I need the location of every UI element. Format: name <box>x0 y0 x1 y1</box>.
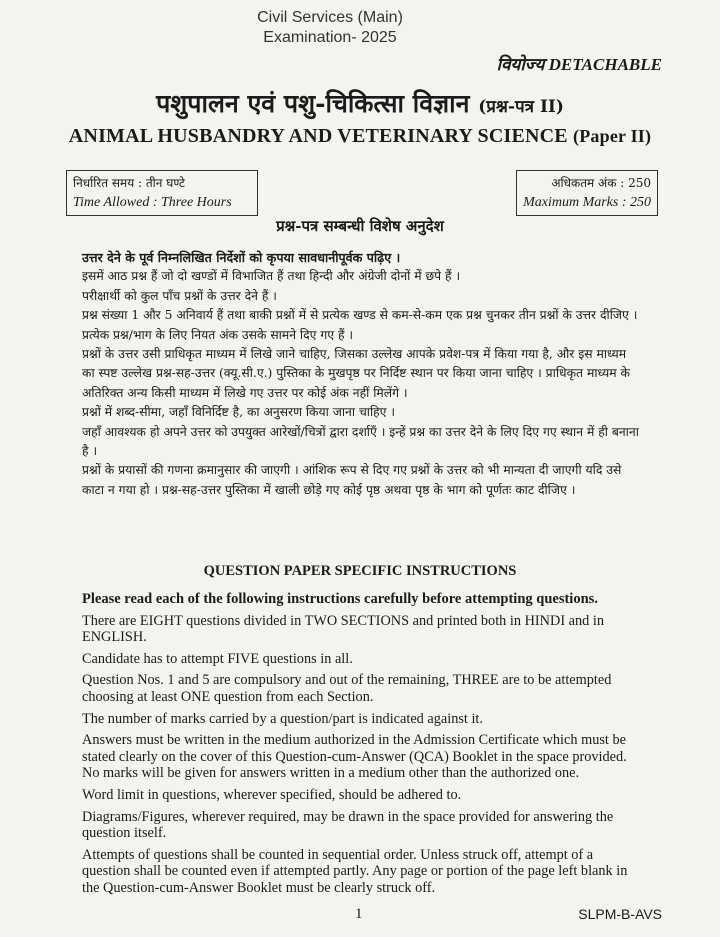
paper-title-hindi <box>0 86 720 120</box>
title-english-text: ANIMAL HUSBANDRY AND VETERINARY SCIENCE <box>68 125 568 147</box>
paper-code: SLPM-B-AVS <box>578 906 662 922</box>
maximum-marks-box <box>516 170 658 216</box>
maximum-marks-hindi: अधिकतम अंक : 250 <box>551 176 651 190</box>
title-hindi-text: पशुपालन एवं पशु-चिकित्सा विज्ञान <box>156 89 470 118</box>
instruction-english-item: Candidate has to attempt FIVE questions in all. <box>82 650 353 667</box>
page-number: 1 <box>355 906 363 922</box>
instruction-english-item: Attempts of questions shall be counted in sequential order. Unless struck off, attempt of a question shall be counted even if attempted partly. Any page or portion of the page left blank in the Question-cum-Answer Booklet must be clearly struck off. <box>82 846 628 896</box>
instruction-hindi-item: प्रश्न संख्या 1 और 5 अनिवार्य हैं तथा बाकी प्रश्नों में से प्रत्येक खण्ड से कम-से-कम एक प्रश्न चुनकर तीन प्रश्नों के उत्तर दीजिए । <box>82 308 638 323</box>
instruction-hindi-item: प्रश्नों के प्रयासों की गणना क्रमानुसार की जाएगी । आंशिक रूप से दिए गए प्रश्नों के उत्तर को भी मान्यता दी जाएगी यदि उसे काटा न गया हो । प्रश्न-सह-उत्तर पुस्तिका में खाली छोड़े गए कोई पृष्ठ अथवा पृष्ठ के भाग को पूर्णतः काट दीजिए । <box>82 463 622 497</box>
instruction-english-item: Answers must be written in the medium authorized in the Admission Certificate which must be stated clearly on the cover of this Question-cum-Answer (QCA) Booklet in the space provided. No marks will be given for answers written in a medium other than the authorized one. <box>82 732 627 782</box>
instruction-hindi-item: प्रत्येक प्रश्न/भाग के लिए नियत अंक उसके सामने दिए गए हैं । <box>82 327 354 342</box>
instruction-english-item: There are EIGHT questions divided in TWO SECTIONS and printed both in HINDI and in ENGLISH. <box>82 612 605 646</box>
instructions-hindi <box>82 248 642 500</box>
time-allowed-hindi: निर्धारित समय : तीन घण्टे <box>73 176 185 190</box>
exam-header <box>0 8 660 48</box>
detachable-english: DETACHABLE <box>548 55 662 74</box>
instruction-hindi-item: इसमें आठ प्रश्न हैं जो दो खण्डों में विभाजित हैं तथा हिन्दी और अंग्रेजी दोनों में छपे हैं । <box>82 269 461 284</box>
exam-year: Examination- 2025 <box>263 29 397 46</box>
paper-title-english <box>0 125 720 148</box>
title-english-paper: (Paper II) <box>573 126 652 146</box>
instructions-english-lead: Please read each of the following instructions carefully before attempting questions. <box>82 591 598 607</box>
detachable-hindi: वियोज्य <box>496 55 545 74</box>
instruction-english-item: Diagrams/Figures, wherever required, may be drawn in the space provided for answering the question itself. <box>82 808 614 842</box>
instruction-english-item: The number of marks carried by a question/part is indicated against it. <box>82 710 483 727</box>
instruction-english-item: Question Nos. 1 and 5 are compulsory and out of the remaining, THREE are to be attempted choosing at least ONE question from each Section. <box>82 672 612 705</box>
title-hindi-paper: (प्रश्न-पत्र II) <box>478 97 564 117</box>
instruction-hindi-item: प्रश्नों में शब्द-सीमा, जहाँ विनिर्दिष्ट है, का अनुसरण किया जाना चाहिए । <box>82 405 396 420</box>
instruction-english-item: Word limit in questions, wherever specified, should be adhered to. <box>82 786 462 803</box>
instruction-hindi-item: प्रश्नों के उत्तर उसी प्राधिकृत माध्यम में लिखे जाने चाहिए, जिसका उल्लेख आपके प्रवेश-पत्र में किया गया है, और इस माध्यम का स्पष्ट उल्लेख प्रश्न-सह-उत्तर (क्यू.सी.ए.) पुस्तिका के मुखपृष्ठ पर निर्दिष्ट स्थान पर किया जाना चाहिए । प्राधिकृत माध्यम के अतिरिक्त अन्य किसी माध्यम में लिखे गए उत्तर पर कोई अंक नहीं मिलेंगे । <box>82 347 630 400</box>
detachable-label <box>497 52 662 75</box>
instruction-hindi-item: जहाँ आवश्यक हो अपने उत्तर को उपयुक्त आरेखों/चित्रों द्वारा दर्शाएँ । इन्हें प्रश्न का उत्तर देने के लिए दिए गए स्थान में ही बनाना है । <box>82 424 639 459</box>
instruction-hindi-item: परीक्षार्थी को कुल पाँच प्रश्नों के उत्तर देने हैं । <box>82 288 277 303</box>
time-allowed-box <box>66 170 258 216</box>
instructions-hindi-title: प्रश्न-पत्र सम्बन्धी विशेष अनुदेश <box>276 217 444 235</box>
exam-name: Civil Services (Main) <box>257 9 403 26</box>
instructions-hindi-lead: उत्तर देने के पूर्व निम्नलिखित निर्देशों को कृपया सावधानीपूर्वक पढ़िए । <box>82 250 401 265</box>
instructions-english-title: QUESTION PAPER SPECIFIC INSTRUCTIONS <box>203 563 517 579</box>
time-allowed-english: Time Allowed : Three Hours <box>73 195 232 210</box>
maximum-marks-english: Maximum Marks : 250 <box>523 195 651 210</box>
instructions-english <box>82 591 642 902</box>
